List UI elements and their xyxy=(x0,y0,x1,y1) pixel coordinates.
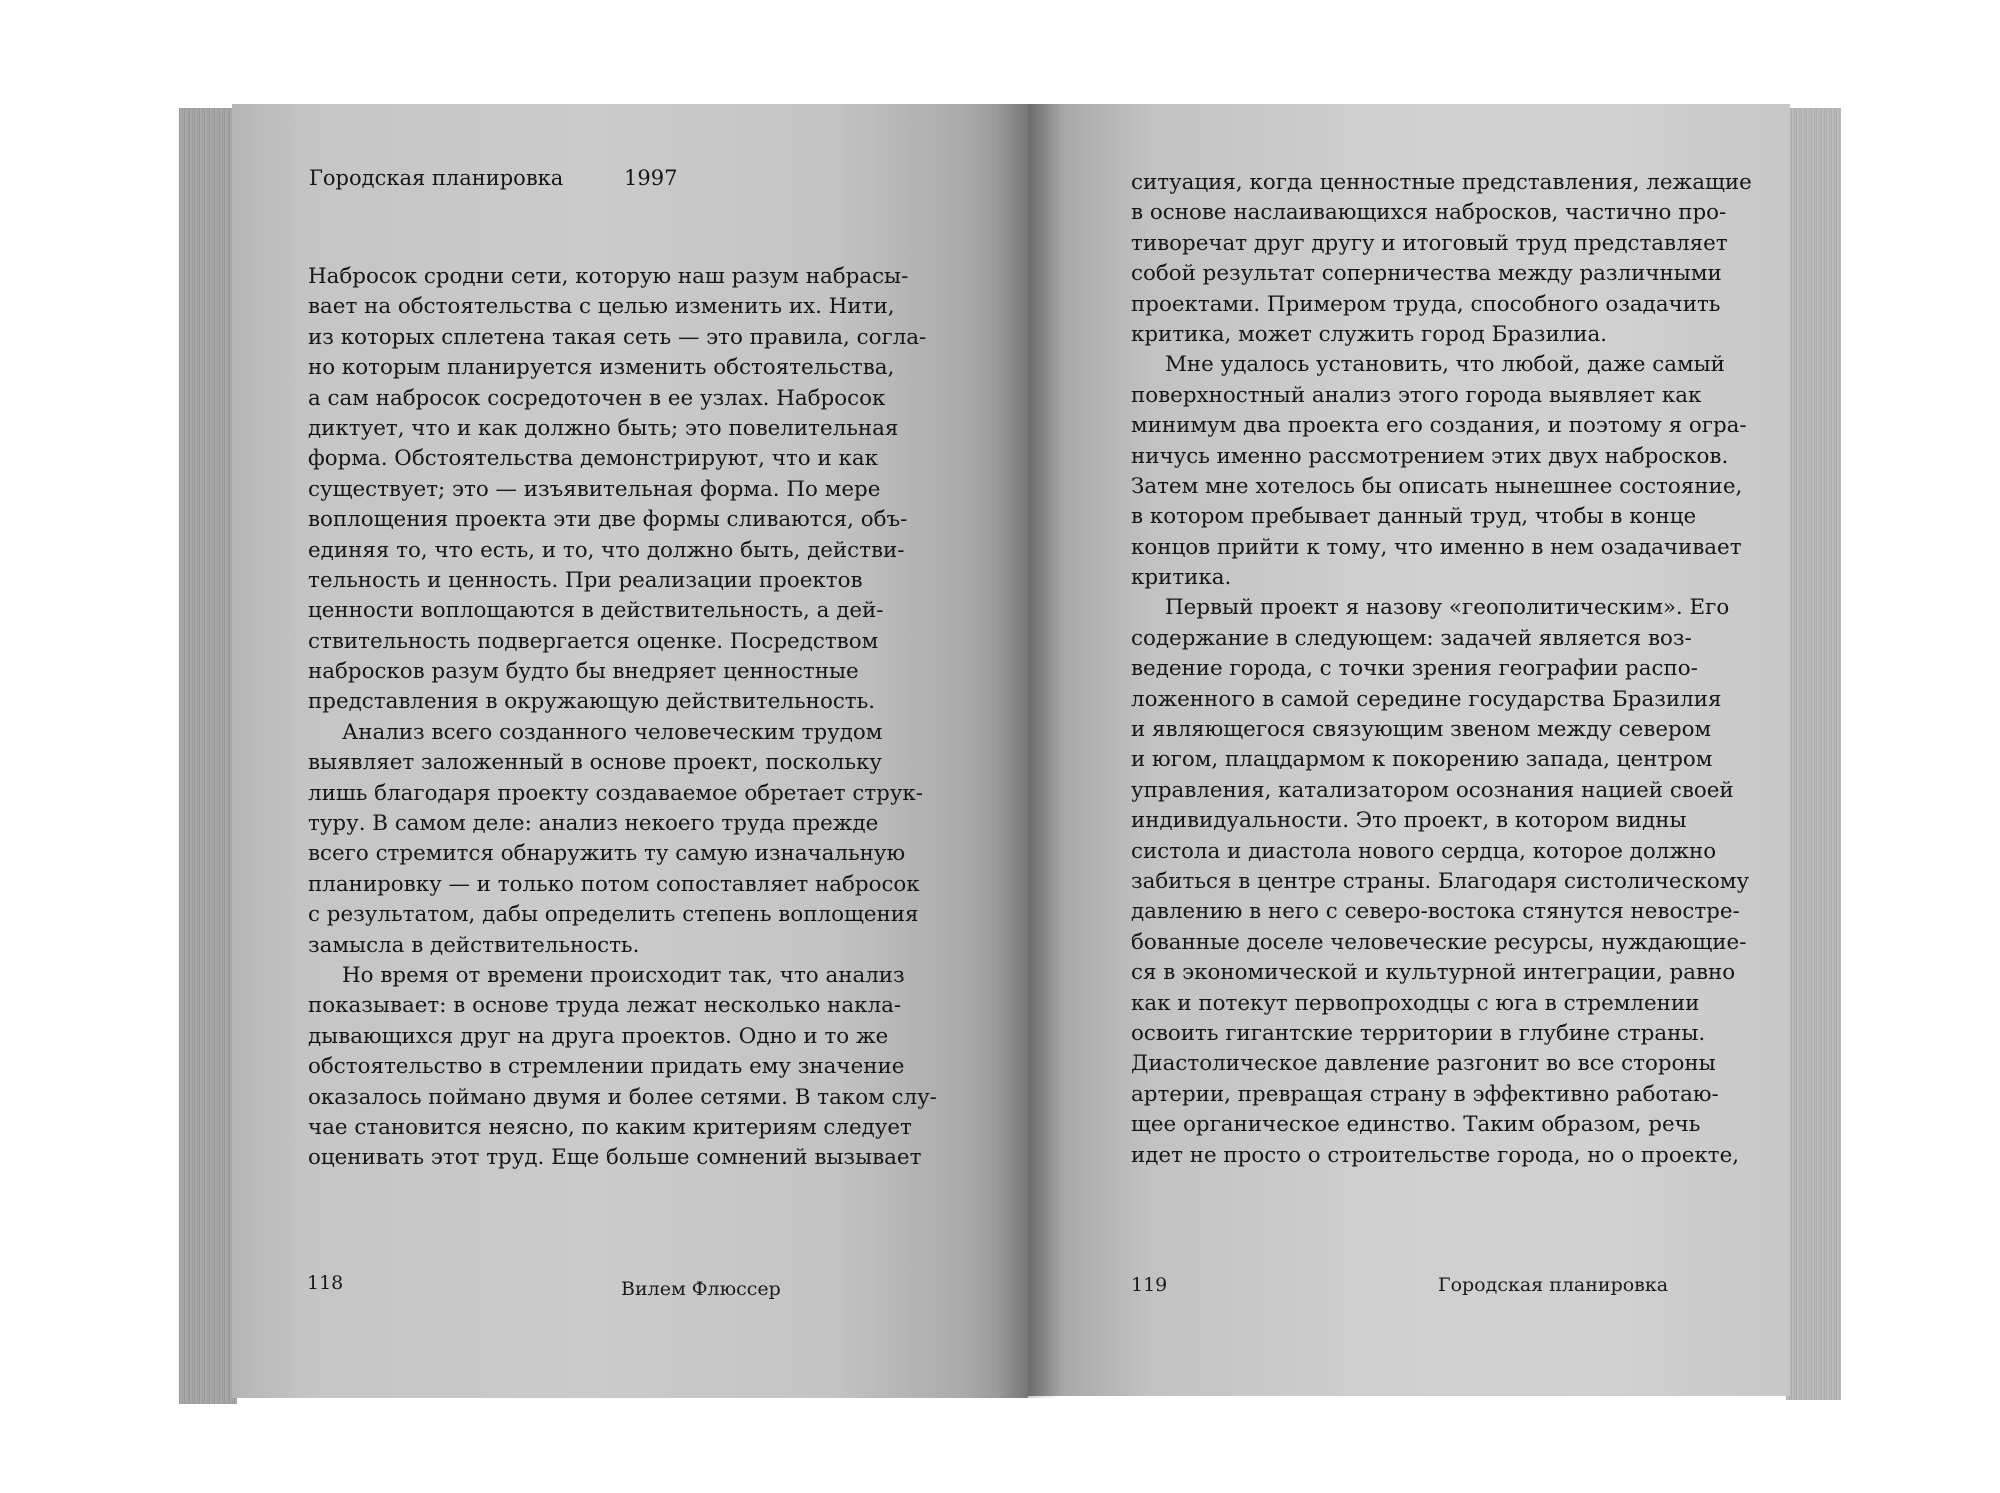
text-line: воплощения проекта эти две формы сливаются, объ- xyxy=(308,507,908,533)
text-line: поверхностный анализ этого города выявляет как xyxy=(1131,382,1702,408)
text-line: вает на обстоятельства с целью изменить их. Нити, xyxy=(308,294,895,320)
page-number-right: 119 xyxy=(1131,1274,1168,1296)
text-line: бованные доселе человеческие ресурсы, нуждающие- xyxy=(1131,929,1747,955)
text-line: лишь благодаря проекту создаваемое обретает струк- xyxy=(308,780,924,806)
text-line: как и потекут первопроходцы с юга в стремлении xyxy=(1131,990,1700,1016)
left-page-body-text xyxy=(308,262,937,1174)
text-line: проектами. Примером труда, способного озадачить xyxy=(1131,291,1721,317)
footer-section-title: Городская планировка xyxy=(1438,1274,1669,1296)
text-line: ведение города, с точки зрения географии распо- xyxy=(1131,656,1698,682)
text-line: набросков разум будто бы внедряет ценностные xyxy=(308,659,859,685)
text-line: Диастолическое давление разгонит во все стороны xyxy=(1131,1051,1716,1077)
text-line: планировку — и только потом сопоставляет набросок xyxy=(308,871,920,897)
text-line: оценивать этот труд. Еще больше сомнений вызывает xyxy=(308,1145,922,1171)
text-line: артерии, превращая страну в эффективно работаю- xyxy=(1131,1081,1719,1107)
text-line: критика, может служить город Бразилиа. xyxy=(1131,321,1608,347)
text-line: Но время от времени происходит так, что анализ xyxy=(342,962,905,988)
running-head-title: Городская планировка xyxy=(309,166,564,190)
text-line: обстоятельство в стремлении придать ему значение xyxy=(308,1054,905,1080)
text-line: Набросок сродни сети, которую наш разум набрасы- xyxy=(308,264,909,289)
text-line: всего стремится обнаружить ту самую изначальную xyxy=(308,841,906,867)
text-line: представления в окружающую действительность. xyxy=(308,689,876,715)
text-line: единяя то, что есть, и то, что должно быть, действи- xyxy=(308,537,905,563)
text-line: Анализ всего созданного человеческим трудом xyxy=(342,719,883,745)
text-line: в основе наслаивающихся набросков, частично про- xyxy=(1131,200,1727,226)
text-line: ложенного в самой середине государства Бразилия xyxy=(1131,686,1722,712)
text-line: оказалось поймано двумя и более сетями. В таком слу- xyxy=(308,1084,937,1110)
right-page-edges xyxy=(1786,108,1841,1400)
text-line: тельность и ценность. При реализации проектов xyxy=(308,567,863,593)
text-line: щее органическое единство. Таким образом, речь xyxy=(1131,1112,1701,1138)
text-line: ся в экономической и культурной интеграции, равно xyxy=(1131,960,1736,986)
text-line: дывающихся друг на друга проектов. Одно и то же xyxy=(308,1023,889,1049)
text-line: содержание в следующем: задачей является воз- xyxy=(1131,625,1692,651)
text-line: систола и диастола нового сердца, которое должно xyxy=(1131,838,1717,864)
text-line: Первый проект я назову «геополитическим». Его xyxy=(1165,595,1730,621)
left-page xyxy=(232,104,1028,1398)
text-line: минимум два проекта его создания, и поэтому я огра- xyxy=(1131,413,1747,439)
text-line: собой результат соперничества между различными xyxy=(1131,261,1722,287)
text-line: замысла в действительность. xyxy=(308,932,640,958)
text-line: индивидуальности. Это проект, в котором видны xyxy=(1131,808,1687,834)
text-line: концов прийти к тому, что именно в нем озадачивает xyxy=(1131,534,1742,560)
text-line: и являющегося связующим звеном между севером xyxy=(1131,717,1712,743)
text-line: ситуация, когда ценностные представления, лежащие xyxy=(1131,170,1752,195)
text-line: а сам набросок сосредоточен в ее узлах. Набросок xyxy=(308,385,886,411)
text-line: управления, катализатором осознания нацией своей xyxy=(1131,777,1734,803)
text-line: критика. xyxy=(1131,565,1232,591)
right-page xyxy=(1028,104,1790,1396)
text-line: выявляет заложенный в основе проект, поскольку xyxy=(308,750,882,776)
footer-author: Вилем Флюссер xyxy=(621,1278,781,1300)
text-line: и югом, плацдармом к покорению запада, центром xyxy=(1131,747,1713,773)
text-line: но которым планируется изменить обстоятельства, xyxy=(308,355,895,381)
text-line: идет не просто о строительстве города, но о проекте, xyxy=(1131,1142,1740,1168)
text-line: диктует, что и как должно быть; это повелительная xyxy=(308,415,899,441)
text-line: существует; это — изъявительная форма. По мере xyxy=(308,476,881,502)
text-line: из которых сплетена такая сеть — это правила, согла- xyxy=(308,324,927,350)
text-line: ценности воплощаются в действительность, а дей- xyxy=(308,598,884,624)
page-number-left: 118 xyxy=(307,1272,344,1294)
left-page-edges xyxy=(179,108,237,1404)
text-line: форма. Обстоятельства демонстрируют, что и как xyxy=(308,446,878,472)
text-line: Мне удалось установить, что любой, даже самый xyxy=(1165,352,1725,378)
text-line: в котором пребывает данный труд, чтобы в конце xyxy=(1131,504,1697,530)
right-page-body-text xyxy=(1131,168,1752,1171)
text-line: ничусь именно рассмотрением этих двух набросков. xyxy=(1131,443,1729,469)
text-line: освоить гигантские территории в глубине страны. xyxy=(1131,1020,1706,1046)
running-head-year: 1997 xyxy=(624,166,678,190)
text-line: Затем мне хотелось бы описать нынешнее состояние, xyxy=(1131,473,1743,499)
text-line: забиться в центре страны. Благодаря систолическому xyxy=(1131,868,1750,894)
text-line: с результатом, дабы определить степень воплощения xyxy=(308,902,919,928)
text-line: туру. В самом деле: анализ некоего труда прежде xyxy=(308,811,879,837)
text-line: ствительность подвергается оценке. Посредством xyxy=(308,628,879,654)
book-spine-shadow xyxy=(996,104,1060,1398)
text-line: давлению в него с северо-востока стянутся невостре- xyxy=(1131,899,1740,925)
text-line: чае становится неясно, по каким критериям следует xyxy=(308,1114,912,1140)
text-line: тиворечат друг другу и итоговый труд представляет xyxy=(1131,230,1728,256)
text-line: показывает: в основе труда лежат несколько накла- xyxy=(308,993,902,1019)
